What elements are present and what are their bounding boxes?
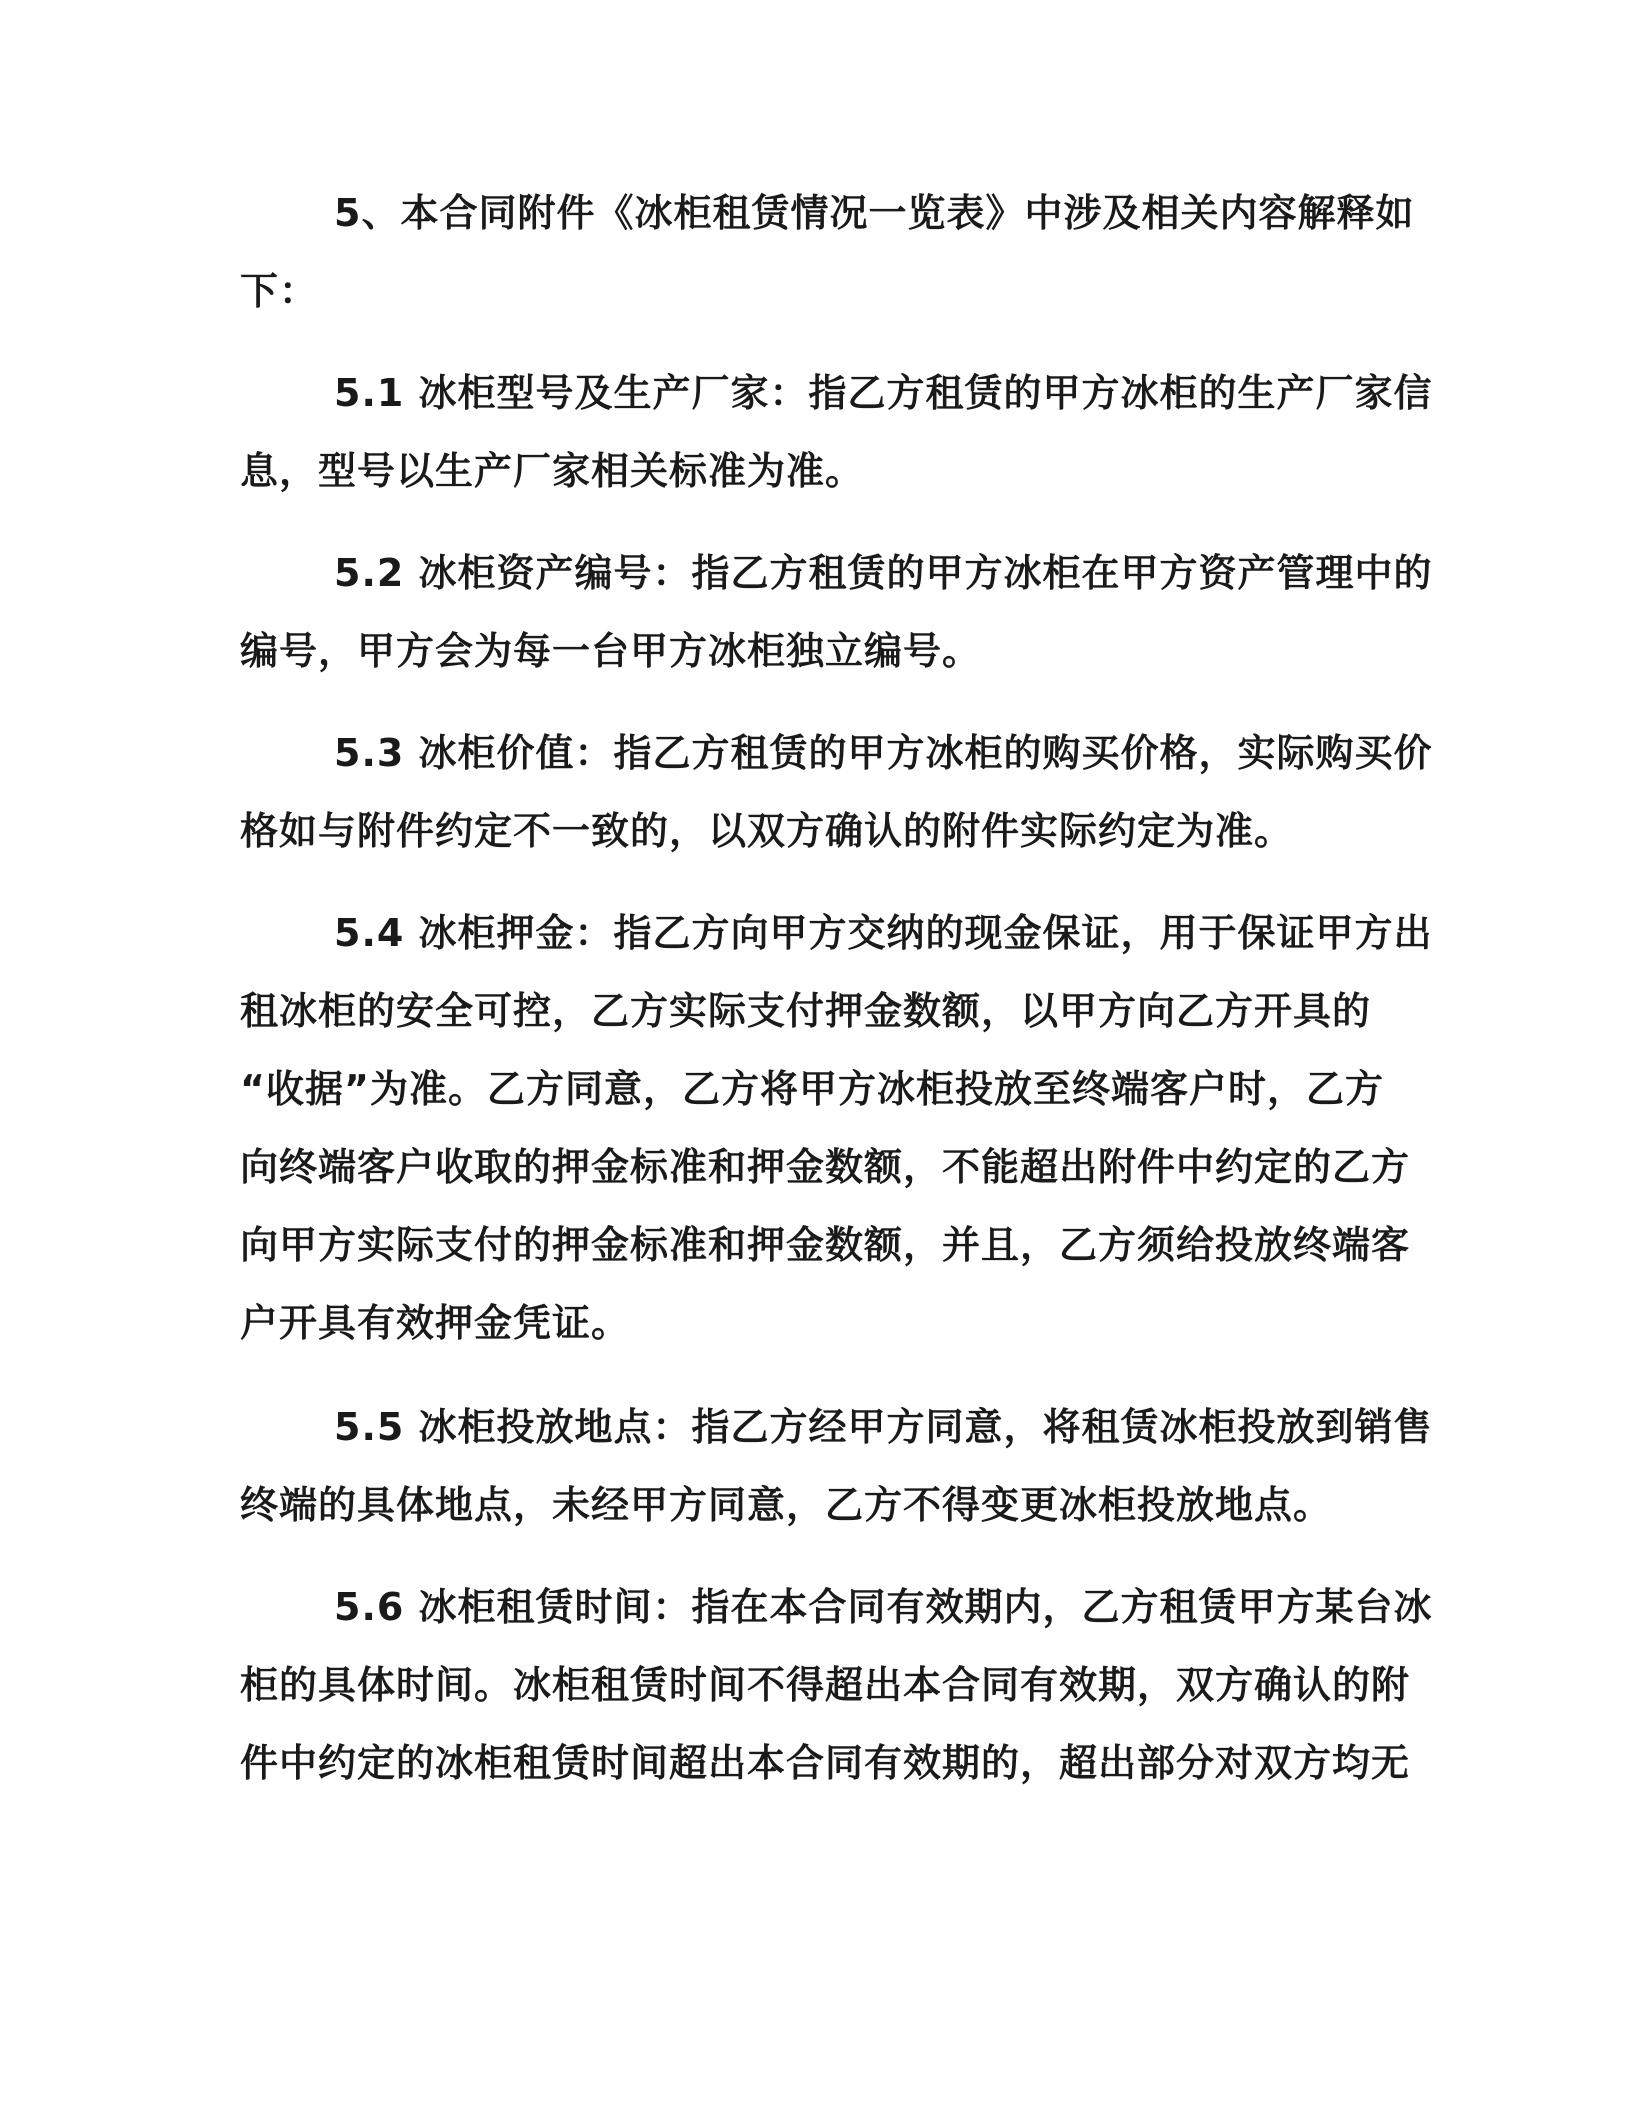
clause-line: 5、本合同附件《冰柜租赁情况一览表》中涉及相关内容解释如	[334, 191, 1415, 235]
clause-line: 5.4 冰柜押金：指乙方向甲方交纳的现金保证，用于保证甲方出	[334, 911, 1433, 955]
clause-5-5	[240, 1388, 1433, 1544]
clause-line: “收据”为准。乙方同意，乙方将甲方冰柜投放至终端客户时，乙方	[240, 1067, 1384, 1111]
clause-5-1	[240, 354, 1433, 510]
clause-line: 户开具有效押金凭证。	[240, 1301, 631, 1345]
clause-line: 租冰柜的安全可控，乙方实际支付押金数额，以甲方向乙方开具的	[240, 989, 1372, 1033]
clause-line: 柜的具体时间。冰柜租赁时间不得超出本合同有效期，双方确认的附	[240, 1663, 1411, 1707]
clause-line: 编号，甲方会为每一台甲方冰柜独立编号。	[240, 629, 982, 673]
clause-line: 终端的具体地点，未经甲方同意，乙方不得变更冰柜投放地点。	[240, 1483, 1333, 1527]
clause-5-2	[240, 534, 1433, 690]
clause-line: 5.6 冰柜租赁时间：指在本合同有效期内，乙方租赁甲方某台冰	[334, 1585, 1433, 1629]
clause-line: 格如与附件约定不一致的，以双方确认的附件实际约定为准。	[240, 809, 1294, 853]
clause-line: 件中约定的冰柜租赁时间超出本合同有效期的，超出部分对双方均无	[240, 1741, 1411, 1785]
clause-line: 息，型号以生产厂家相关标准为准。	[240, 449, 865, 493]
clause-line: 5.5 冰柜投放地点：指乙方经甲方同意，将租赁冰柜投放到销售	[334, 1405, 1433, 1449]
clause-line: 向终端客户收取的押金标准和押金数额，不能超出附件中约定的乙方	[240, 1145, 1411, 1189]
clause-5-4	[240, 894, 1433, 1362]
clause-5-3	[240, 714, 1433, 870]
clause-line: 下：	[240, 269, 319, 313]
clause-line: 5.1 冰柜型号及生产厂家：指乙方租赁的甲方冰柜的生产厂家信	[334, 371, 1433, 415]
clause-line: 5.3 冰柜价值：指乙方租赁的甲方冰柜的购买价格，实际购买价	[334, 731, 1433, 775]
clause-5-6	[240, 1568, 1433, 1802]
clause-line: 向甲方实际支付的押金标准和押金数额，并且，乙方须给投放终端客	[240, 1223, 1411, 1267]
clause-line: 5.2 冰柜资产编号：指乙方租赁的甲方冰柜在甲方资产管理中的	[334, 551, 1433, 595]
clause-5	[240, 174, 1415, 330]
